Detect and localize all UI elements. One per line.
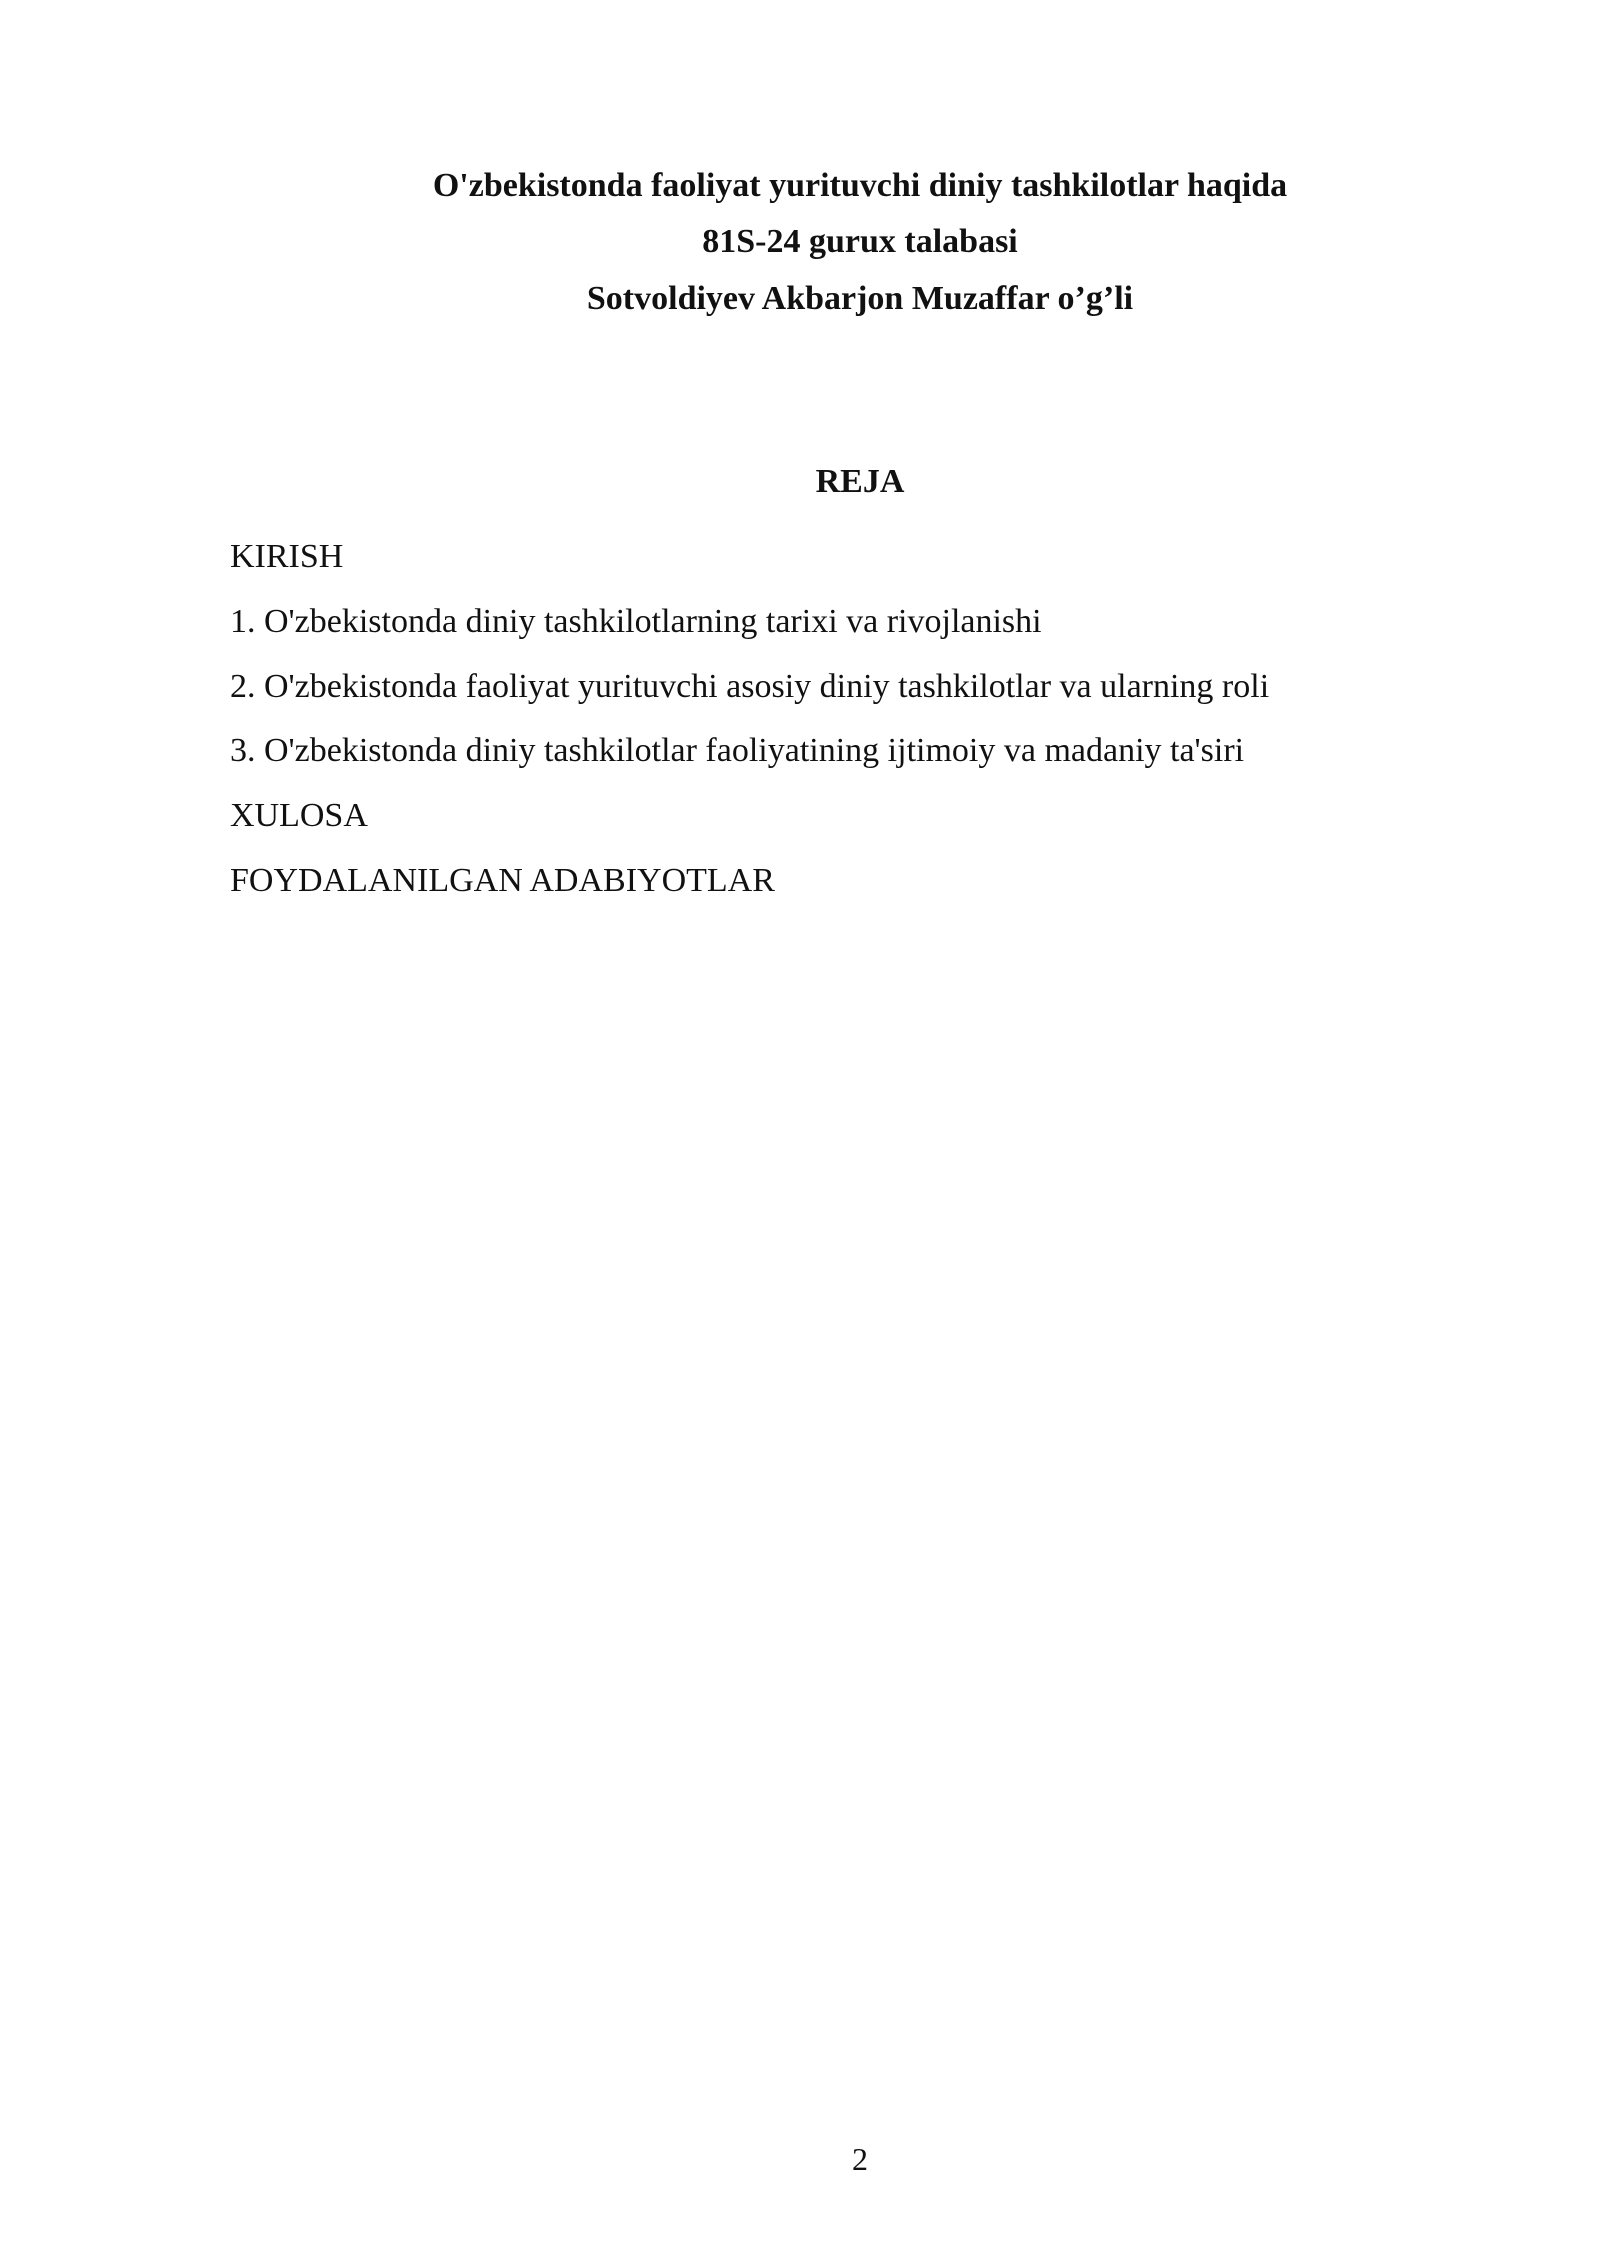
plan-item-1: 1. O'zbekistonda diniy tashkilotlarning tarixi va rivojlanishi [230,603,1042,640]
plan-heading: REJA [815,463,905,500]
page-number: 2 [852,2141,868,2177]
plan-item-2: 2. O'zbekistonda faoliyat yurituvchi asosiy diniy tashkilotlar va ularning roli [230,668,1270,705]
plan-item-conclusion: XULOSA [230,797,368,834]
author-name: Sotvoldiyev Akbarjon Muzaffar o’g’li [586,280,1134,317]
plan-item-3: 3. O'zbekistonda diniy tashkilotlar faoliyatining ijtimoiy va madaniy ta'siri [230,732,1245,769]
plan-item-intro: KIRISH [230,538,344,575]
document-title: O'zbekistonda faoliyat yurituvchi diniy tashkilotlar haqida [432,167,1288,204]
plan-item-references: FOYDALANILGAN ADABIYOTLAR [230,862,775,899]
group-line: 81S-24 gurux talabasi [702,223,1018,260]
